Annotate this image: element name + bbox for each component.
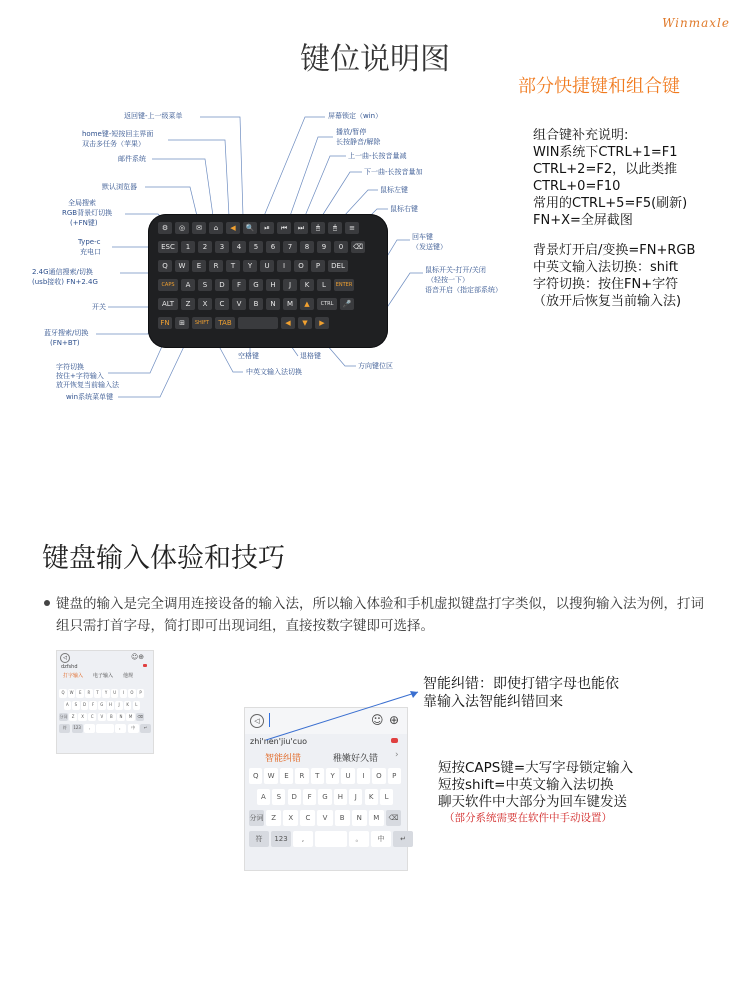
phone-key: M [126,713,134,722]
phone-key: ↵ [393,831,413,847]
phone-key: , [293,831,313,847]
phone-key: ⌫ [386,810,401,826]
phone-key: S [72,701,80,710]
keyboard-key: CTRL [317,298,337,310]
keyboard-key: 🎤 [340,298,354,310]
keyboard-key: 3 [215,241,229,253]
phone-key: L [133,701,141,710]
phone-key: V [98,713,106,722]
keyboard-key: ⌫ [351,241,365,253]
phone-key: H [107,701,115,710]
phone-key: 123 [271,831,291,847]
keyboard-key: ⏮ [277,222,291,234]
keyboard-key: V [232,298,246,310]
phone-key: Z [266,810,281,826]
keyboard-key: TAB [215,317,235,329]
combo-line: CTRL+0=F10 [533,179,621,194]
extra-line: 背景灯开启/变换=FN+RGB [533,243,696,258]
combo-heading: 组合键补充说明: [533,128,629,143]
keyboard-key: 6 [266,241,280,253]
keyboard-key: 7 [283,241,297,253]
phone-key: C [300,810,315,826]
keyboard-key: I [277,260,291,272]
callout-win: win系统菜单键 [66,393,114,401]
keyboard-key: 🖱 [311,222,325,234]
phone-key: X [78,713,86,722]
phone-key: R [85,689,93,698]
phone-key: B [107,713,115,722]
callout-search: (+FN键) [70,219,98,227]
phone-key: G [318,789,331,805]
speaker-icon: ◁ [250,714,264,728]
keyboard-key: 🖱 [328,222,342,234]
phone-key: P [137,689,145,698]
callout-play: 长按静音/解除 [336,138,381,146]
section-title: 键盘输入体验和技巧 [42,543,285,574]
phone-key: K [124,701,132,710]
candidate: 智能纠错 [265,754,302,764]
phone-key: 中 [371,831,391,847]
keyboard-key: U [260,260,274,272]
keyboard-key: A [181,279,195,291]
keyboard-key: ⚙ [158,222,172,234]
phone-key: E [280,768,293,784]
phone-key: T [94,689,102,698]
phone-key: X [283,810,298,826]
keyboard-key: ⊞ [175,317,189,329]
phone-key: U [341,768,354,784]
keyboard-key: 8 [300,241,314,253]
candidate: 稚嫩好久错 [333,754,379,764]
phone-key: 中 [128,724,139,733]
phone-key: F [89,701,97,710]
phone-key: W [68,689,76,698]
keyboard-key: ▶ [315,317,329,329]
brand-logo: Winmaxle [662,16,730,30]
callout-fn: 按住+字符输入 [56,372,104,380]
phone-key: J [349,789,362,805]
keyboard-key: O [294,260,308,272]
phone-key: 符 [249,831,269,847]
note-line: 智能纠错：即使打错字母也能依 [423,676,619,692]
callout-enter: 回车键 [412,233,433,241]
keyboard-key: ▲ [300,298,314,310]
callout-search: 全局搜索 [68,199,96,207]
callout-space: 空格键 [238,352,259,360]
phone-key: D [288,789,301,805]
phone-key: 符 [59,724,70,733]
keyboard-key: ▼ [298,317,312,329]
callout-browser: 默认浏览器 [102,183,137,191]
page-title: 键位说明图 [300,42,450,77]
phone-key: C [88,713,96,722]
keyboard-key: ⌂ [209,222,223,234]
callout-bt: 蓝牙搜索/切换 [44,329,89,337]
candidate: 他规 [123,673,134,679]
callout-mouse-left: 鼠标左键 [380,186,408,194]
keyboard-key: E [192,260,206,272]
callout-lock: 屏幕锁定（win） [328,112,383,120]
keyboard-key: ESC [158,241,178,253]
phone-key: J [115,701,123,710]
phone-key: M [369,810,384,826]
phone-key: 分词 [249,810,264,826]
phone-key: E [76,689,84,698]
bullet-text: 键盘的输入是完全调用连接设备的输入法，所以输入体验和手机虚拟键盘打字类似，以搜狗输入法为例，打词组只需打首字母，简打即可出现词组，直接按数字键即可选择。 [56,596,704,634]
keyboard-key: 5 [249,241,263,253]
combo-line: CTRL+2=F2，以此类推 [533,162,678,177]
phone-key: A [257,789,270,805]
keyboard-key: CAPS [158,279,178,291]
phone-key: N [117,713,125,722]
keyboard-key: Y [243,260,257,272]
callout-fn: 放开恢复当前输入法 [56,381,119,389]
callout-mail: 邮件系统 [118,155,146,163]
keyboard-key: 2 [198,241,212,253]
phone-key: I [120,689,128,698]
callout-back: 返回键-上一级菜单 [124,112,183,120]
phone-key: N [352,810,367,826]
note-line: 靠输入法智能纠错回来 [423,694,563,710]
keyboard-key: DEL [328,260,348,272]
tip-line: 聊天软件中大部分为回车键发送 [438,794,627,810]
phone-key: Q [59,689,67,698]
keyboard-key: 4 [232,241,246,253]
phone-key: , [84,724,95,733]
keyboard-key: R [209,260,223,272]
keyboard-key: W [175,260,189,272]
phone-key: D [81,701,89,710]
keyboard-key: Z [181,298,195,310]
callout-backspace: 退格键 [300,352,321,360]
keyboard-key: ⏭ [294,222,308,234]
keyboard-key: ✉ [192,222,206,234]
keyboard-key: L [317,279,331,291]
callout-next: 下一曲-长按音量加 [364,168,423,176]
callout-mouse: （轻按一下） [427,276,469,284]
pinyin-text: zhi'nen'jiu'cuo [250,737,308,746]
callout-24g: (usb接收) FN+2.4G [32,278,98,286]
phone-key: ↵ [140,724,151,733]
tip-line: 短按CAPS键=大写字母锁定输入 [438,760,634,776]
callout-bt: (FN+BT) [50,339,80,347]
keyboard-key: G [249,279,263,291]
callout-home: 双击多任务（苹果） [82,140,145,148]
phone-key: 。 [349,831,369,847]
keyboard-key: P [311,260,325,272]
keyboard-key: 1 [181,241,195,253]
phone-key: Q [249,768,262,784]
emoji-icon: ☺ [371,713,384,727]
keyboard-key: S [198,279,212,291]
keyboard-key: X [198,298,212,310]
keyboard-key: M [283,298,297,310]
tip-line: 短按shift=中英文输入法切换 [438,777,614,793]
combo-line: 常用的CTRL+5=F5(刷新) [533,196,688,211]
callout-enter: （发送键） [412,243,447,251]
callout-mouse: 语音开启（指定部系统） [425,286,502,294]
phone-key: U [111,689,119,698]
callout-arrows: 方向键位区 [358,362,393,370]
callout-mouse: 鼠标开关-打开/关闭 [425,266,486,274]
callout-search: RGB背景灯切换 [62,209,113,217]
phone-key: 123 [72,724,83,733]
keyboard-key: D [215,279,229,291]
callout-mouse-right: 鼠标右键 [390,205,418,213]
keyboard-key: 🔍 [243,222,257,234]
chevron-right-icon: › [395,750,399,760]
keyboard-key: K [300,279,314,291]
phone-key: F [303,789,316,805]
callout-typec: 充电口 [80,248,101,256]
add-icon: ⊕ [389,713,400,727]
phone-key: P [388,768,401,784]
keyboard-key: ENTER [334,279,354,291]
keyboard-key: J [283,279,297,291]
phone-key: Y [326,768,339,784]
phone-key: T [311,768,324,784]
keyboard-key: ALT [158,298,178,310]
extra-line: （放开后恢复当前输入法) [533,294,682,309]
keyboard-key: ◀ [226,222,240,234]
phone-key: 。 [115,724,126,733]
keyboard-key: 9 [317,241,331,253]
callout-power: 开关 [92,303,106,311]
phone-key: W [264,768,277,784]
keyboard-key: T [226,260,240,272]
keyboard-key: B [249,298,263,310]
phone-key: Z [69,713,77,722]
combo-line: WIN系统下CTRL+1=F1 [533,145,678,160]
extra-line: 中英文输入法切换：shift [533,260,679,275]
callout-typec: Type-c [78,238,101,246]
phone-key: K [365,789,378,805]
pinyin-text: dzfshd [61,664,78,670]
keyboard-key: C [215,298,229,310]
callout-play: 播放/暂停 [336,128,367,136]
phone-key: I [357,768,370,784]
extra-line: 字符切换：按住FN+字符 [533,277,679,292]
callout-24g: 2.4G通信搜索/切换 [32,268,93,276]
callout-prev: 上一曲-长按音量减 [348,152,407,160]
keyboard-key: ≡ [345,222,359,234]
callout-ime: 中英文输入法切换 [246,368,302,376]
candidate: 电子输入 [93,673,114,679]
autocorrect-note [423,675,619,711]
keyboard-key: F [232,279,246,291]
combo-line: FN+X=全屏截图 [533,213,633,228]
phone-key: H [334,789,347,805]
tip-warning: （部分系统需要在软件中手动设置） [444,812,612,824]
phone-key: O [372,768,385,784]
candidate: 打字输入 [63,673,84,679]
keyboard-key: Q [158,260,172,272]
phone-key: ⌫ [136,713,144,722]
keyboard-key: SHIFT [192,317,212,329]
speaker-icon: ◁ [60,653,70,663]
phone-key: R [295,768,308,784]
keyboard-key: ◎ [175,222,189,234]
callout-home: home键-短按回主界面 [82,130,154,138]
keyboard-key: N [266,298,280,310]
phone-key: A [64,701,72,710]
callout-fn: 字符切换 [56,363,84,371]
phone-key: G [98,701,106,710]
phone-key: O [128,689,136,698]
phone-key: S [272,789,285,805]
emoji-icon: ☺⊕ [131,653,145,661]
keyboard-key: FN [158,317,172,329]
phone-key: Y [102,689,110,698]
keyboard-key: ⏯ [260,222,274,234]
phone-key: V [317,810,332,826]
phone-key: B [335,810,350,826]
phone-key: L [380,789,393,805]
keyboard-key: H [266,279,280,291]
keyboard-key: 0 [334,241,348,253]
section-subtitle: 部分快捷键和组合键 [518,76,680,97]
phone-key: 分词 [59,713,67,722]
keyboard-key: ◀ [281,317,295,329]
